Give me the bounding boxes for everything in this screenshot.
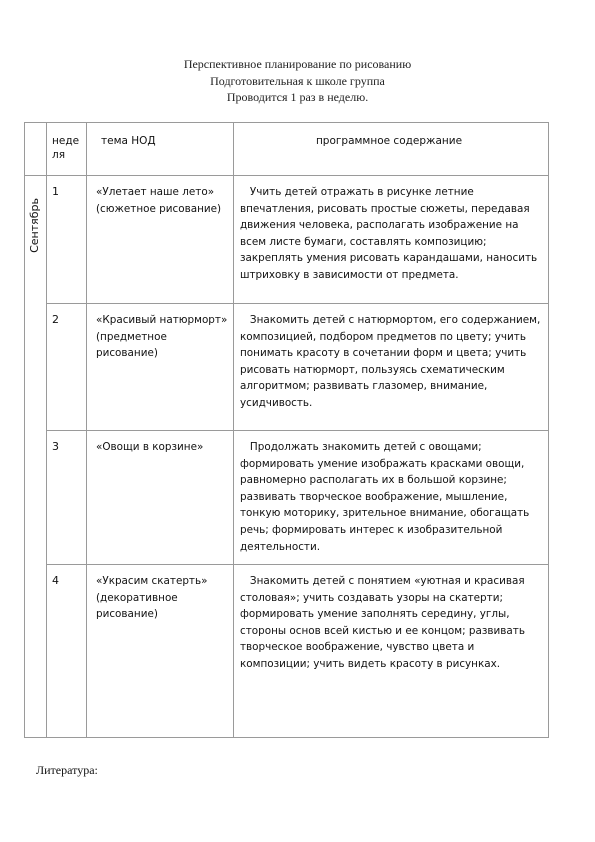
table-row (25, 176, 549, 304)
week-number: 4 (52, 574, 59, 587)
content-cell (234, 304, 549, 431)
page-header (0, 56, 595, 106)
lesson-content: Знакомить детей с понятием «уютная и красивая столовая»; учить создавать узоры на скатерти; формировать умение заполнять середину, углы, стороны основ всей кистью и ее концом; развивать творческое воображение, чувство цвета и композиции; учить видеть красоту в рисунках. (240, 575, 529, 670)
month-cell (25, 176, 47, 738)
content-header-cell (234, 123, 549, 176)
header-frequency: Проводится 1 раз в неделю. (226, 90, 369, 104)
content-cell (234, 176, 549, 304)
topic-header: тема НОД (101, 135, 156, 147)
week-number: 3 (52, 440, 59, 453)
week-number: 2 (52, 313, 59, 326)
week-cell (47, 176, 87, 304)
week-cell (47, 565, 87, 738)
topic-cell (87, 565, 234, 738)
planning-table (24, 122, 549, 738)
topic-cell (87, 431, 234, 565)
month-header-cell (25, 123, 47, 176)
lesson-topic: «Украсим скатерть» (декоративное рисование) (96, 575, 208, 621)
lesson-content: Знакомить детей с натюрмортом, его содержанием, композицией, подбором предметов по цвету; учить понимать красоту в сочетании форм и цвета; учить рисовать натюрморт, пользуясь схематическим алгоритмом; развивать глазомер, внимание, усидчивость. (240, 314, 544, 409)
lesson-content: Учить детей отражать в рисунке летние впечатления, рисовать простые сюжеты, передавая движения человека, располагать изображение на всем листе бумаги, составлять композицию; закреплять умения рисовать карандашами, наносить штриховку в зависимости от предмета. (240, 186, 541, 281)
literature-label: Литература: (36, 763, 98, 777)
header-group: Подготовительная к школе группа (210, 73, 385, 88)
topic-cell (87, 304, 234, 431)
lesson-content: Продолжать знакомить детей с овощами; формировать умение изображать красками овощи, равномерно располагать их в большой корзине; развивать творческое воображение, мышление, тонкую моторику, зрительное внимание, обогащать речь; формировать интерес к изобразительной деятельности. (240, 441, 533, 553)
table-header-row (25, 123, 549, 176)
lesson-topic: «Овощи в корзине» (96, 441, 204, 453)
lesson-topic: «Красивый натюрморт» (предметное рисование) (96, 314, 228, 360)
content-cell (234, 431, 549, 565)
topic-header-cell (87, 123, 234, 176)
lesson-topic: «Улетает наше лето» (сюжетное рисование) (96, 186, 222, 215)
content-cell (234, 565, 549, 738)
header-title: Перспективное планирование по рисованию (183, 57, 412, 71)
table-row (25, 565, 549, 738)
content-header: программное содержание (315, 135, 463, 147)
table-row (25, 304, 549, 431)
topic-cell (87, 176, 234, 304)
week-cell (47, 431, 87, 565)
month-label: Сентябрь (28, 198, 41, 253)
week-header-cell (47, 123, 87, 176)
table-row (25, 431, 549, 565)
week-cell (47, 304, 87, 431)
week-header: неде ля (52, 135, 80, 161)
week-number: 1 (52, 185, 59, 198)
